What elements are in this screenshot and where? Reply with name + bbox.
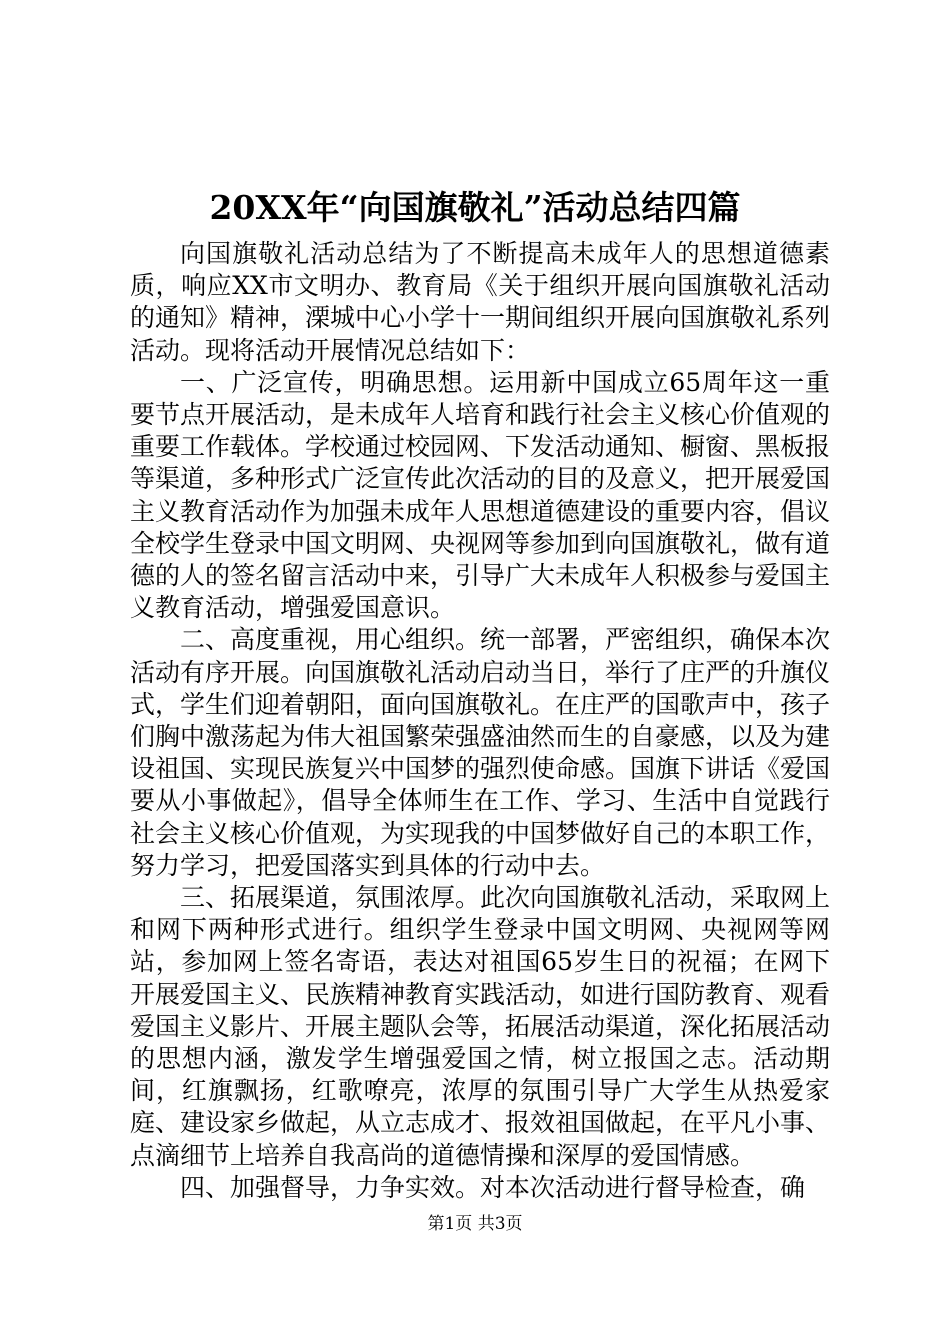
document-title: 20XX年“向国旗敬礼”活动总结四篇: [209, 188, 741, 227]
paragraph-section-3: 三、拓展渠道，氛围浓厚。此次向国旗敬礼活动，采取网上和网下两种形式进行。组织学生登录中国文明网、央视网等网站，参加网上签名寄语，表达对祖国65岁生日的祝福；在网下开展爱国主义、民族精神教育实践活动，如进行国防教育、观看爱国主义影片、开展主题队会等，拓展活动渠道，深化拓展活动的思想内涵，激发学生增强爱国之情，树立报国之志。活动期间，红旗飘扬，红歌嘹亮，浓厚的氛围引导广大学生从热爱家庭、建设家乡做起，从立志成才、报效祖国做起，在平凡小事、点滴细节上培养自我高尚的道德情操和深厚的爱国情感。: [130, 883, 831, 1170]
paragraph-section-1: 一、广泛宣传，明确思想。运用新中国成立65周年这一重要节点开展活动，是未成年人培育和践行社会主义核心价值观的重要工作载体。学校通过校园网、下发活动通知、橱窗、黑板报等渠道，多种形式广泛宣传此次活动的目的及意义，把开展爱国主义教育活动作为加强未成年人思想道德建设的重要内容，倡议全校学生登录中国文明网、央视网等参加到向国旗敬礼，做有道德的人的签名留言活动中来，引导广大未成年人积极参与爱国主义教育活动，增强爱国意识。: [130, 367, 831, 623]
document-body: [130, 238, 830, 1204]
paragraph-intro: 向国旗敬礼活动总结为了不断提高未成年人的思想道德素质，响应XX市文明办、教育局《关于组织开展向国旗敬礼活动的通知》精神，溧城中心小学十一期间组织开展向国旗敬礼系列活动。现将活动开展情况总结如下：: [130, 239, 831, 365]
page-number-footer: 第1页 共3页: [427, 1214, 523, 1234]
paragraph-section-2: 二、高度重视，用心组织。统一部署，严密组织，确保本次活动有序开展。向国旗敬礼活动启动当日，举行了庄严的升旗仪式，学生们迎着朝阳，面向国旗敬礼。在庄严的国歌声中，孩子们胸中激荡起为伟大祖国繁荣强盛油然而生的自豪感，以及为建设祖国、实现民族复兴中国梦的强烈使命感。国旗下讲话《爱国要从小事做起》，倡导全体师生在工作、学习、生活中自觉践行社会主义核心价值观，为实现我的中国梦做好自己的本职工作，努力学习，把爱国落实到具体的行动中去。: [130, 625, 831, 880]
paragraph-section-4: 四、加强督导，力争实效。对本次活动进行督导检查，确: [180, 1172, 806, 1202]
